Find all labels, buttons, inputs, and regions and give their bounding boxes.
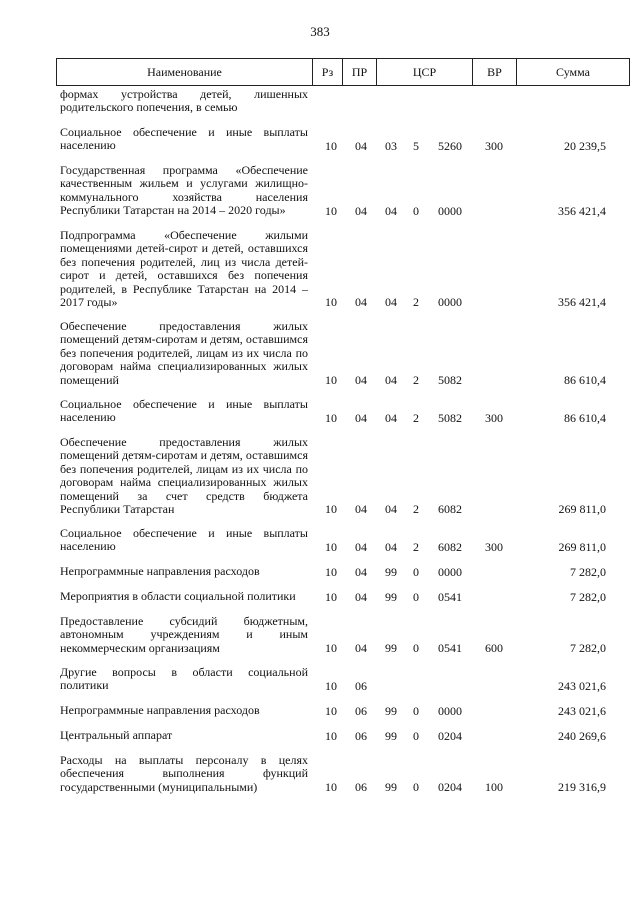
row-vr [478, 704, 510, 718]
row-rz: 10 [325, 295, 337, 309]
row-csr-program: 04 [385, 540, 397, 554]
row-vr: 300 [485, 411, 503, 425]
row-csr-code: 0204 [438, 780, 462, 794]
row-sum: 356 421,4 [558, 204, 606, 218]
row-pr: 06 [355, 729, 367, 743]
row-vr [478, 729, 510, 743]
row-name: Социальное обеспечение и иные выплаты населению [60, 526, 308, 554]
row-name: Предоставление субсидий бюджетным, автономным учреждениям и иным некоммерческим организациям [60, 614, 308, 655]
row-csr-subprogram: 2 [413, 502, 419, 516]
row-pr: 06 [355, 780, 367, 794]
row-csr-program: 04 [385, 411, 397, 425]
row-csr-subprogram: 0 [413, 780, 419, 794]
table-row [0, 320, 640, 387]
row-csr-code: 6082 [438, 540, 462, 554]
row-csr-program: 99 [385, 704, 397, 718]
header-csr: ЦСР [377, 59, 473, 85]
row-pr [350, 101, 372, 115]
row-rz: 10 [325, 373, 337, 387]
row-csr-program: 99 [385, 590, 397, 604]
row-csr-code: 5082 [438, 411, 462, 425]
row-pr: 04 [355, 295, 367, 309]
table-row [0, 754, 640, 794]
row-name: Непрограммные направления расходов [60, 703, 260, 717]
row-sum: 243 021,6 [558, 704, 606, 718]
row-vr [478, 373, 510, 387]
row-sum: 20 239,5 [564, 139, 606, 153]
row-rz: 10 [325, 540, 337, 554]
row-csr-program: 04 [385, 204, 397, 218]
table-row [0, 666, 640, 693]
row-csr-program: 99 [385, 565, 397, 579]
row-pr: 04 [355, 411, 367, 425]
row-vr [478, 101, 510, 115]
row-rz: 10 [325, 502, 337, 516]
row-rz: 10 [325, 590, 337, 604]
row-csr-subprogram: 2 [413, 540, 419, 554]
row-csr-subprogram: 0 [413, 204, 419, 218]
row-rz: 10 [325, 139, 337, 153]
row-csr-code: 5260 [438, 139, 462, 153]
row-vr [478, 295, 510, 309]
table-row [0, 704, 640, 718]
row-name: Непрограммные направления расходов [60, 564, 260, 578]
row-sum: 86 610,4 [564, 373, 606, 387]
row-csr-subprogram [408, 679, 424, 693]
row-name: Социальное обеспечение и иные выплаты населению [60, 397, 308, 425]
table-body [0, 88, 640, 805]
row-vr [478, 679, 510, 693]
row-vr [478, 204, 510, 218]
row-sum: 269 811,0 [558, 540, 606, 554]
row-pr: 04 [355, 373, 367, 387]
header-sum: Сумма [556, 65, 590, 79]
row-pr: 06 [355, 679, 367, 693]
row-csr-program: 03 [385, 139, 397, 153]
row-csr-subprogram: 2 [413, 411, 419, 425]
table-row [0, 229, 640, 309]
row-csr-subprogram: 2 [413, 295, 419, 309]
table-row [0, 527, 640, 554]
row-csr-code: 0000 [438, 704, 462, 718]
row-name: Подпрограмма «Обеспечение жилыми помещениями детей-сирот и детей, оставшихся без попечения родителей, лиц из числа детей-сирот и детей, оставшихся без попечения родителей, в Республике Татарстан на 2014 – 2017 годы» [60, 228, 308, 310]
row-csr-subprogram: 0 [413, 704, 419, 718]
row-rz: 10 [325, 704, 337, 718]
row-csr-code: 0541 [438, 641, 462, 655]
row-sum: 243 021,6 [558, 679, 606, 693]
table-row [0, 88, 640, 115]
row-csr-code: 0541 [438, 590, 462, 604]
row-csr-program: 04 [385, 295, 397, 309]
row-sum: 219 316,9 [558, 780, 606, 794]
row-rz: 10 [325, 411, 337, 425]
table-row [0, 565, 640, 579]
row-csr-program: 99 [385, 729, 397, 743]
row-csr-code: 0000 [438, 565, 462, 579]
row-sum [520, 101, 606, 115]
row-vr: 300 [485, 139, 503, 153]
row-csr-subprogram: 0 [413, 565, 419, 579]
row-sum: 240 269,6 [558, 729, 606, 743]
row-vr: 600 [485, 641, 503, 655]
row-pr: 04 [355, 502, 367, 516]
row-vr [478, 565, 510, 579]
header-vr: ВР [473, 59, 517, 85]
row-sum: 7 282,0 [570, 641, 606, 655]
row-csr-code: 0000 [438, 204, 462, 218]
table-row [0, 436, 640, 516]
row-rz: 10 [325, 780, 337, 794]
table-row [0, 126, 640, 153]
row-csr-code: 5082 [438, 373, 462, 387]
header-name: Наименование [57, 59, 313, 85]
table-header [56, 58, 630, 86]
row-csr-subprogram [408, 101, 424, 115]
row-rz: 10 [325, 729, 337, 743]
table-row [0, 615, 640, 655]
row-csr-subprogram: 2 [413, 373, 419, 387]
row-csr-program: 99 [385, 780, 397, 794]
row-name: Мероприятия в области социальной политики [60, 589, 296, 603]
row-pr: 04 [355, 590, 367, 604]
table-row [0, 164, 640, 218]
row-pr: 06 [355, 704, 367, 718]
row-name: Обеспечение предоставления жилых помещений детям-сиротам и детям, оставшимся без попечения родителей, лицам из их числа по договорам найма специализированных жилых помещений [60, 319, 308, 387]
row-vr [478, 590, 510, 604]
header-rz: Рз [313, 59, 343, 85]
row-csr-code [432, 679, 468, 693]
row-sum: 356 421,4 [558, 295, 606, 309]
row-rz: 10 [325, 204, 337, 218]
table-row [0, 398, 640, 425]
row-csr-program: 99 [385, 641, 397, 655]
row-rz: 10 [325, 565, 337, 579]
row-sum: 7 282,0 [570, 565, 606, 579]
row-rz: 10 [325, 679, 337, 693]
row-sum: 269 811,0 [558, 502, 606, 516]
row-csr-program: 04 [385, 373, 397, 387]
row-csr-program [380, 679, 402, 693]
row-name: Обеспечение предоставления жилых помещений детям-сиротам и детям, оставшимся без попечения родителей, лицам из их числа по договорам найма специализированных жилых помещений за счет средств бюджета Республики Татарстан [60, 435, 308, 517]
header-pr: ПР [343, 59, 377, 85]
row-pr: 04 [355, 139, 367, 153]
row-csr-code: 0204 [438, 729, 462, 743]
row-sum: 86 610,4 [564, 411, 606, 425]
row-pr: 04 [355, 204, 367, 218]
row-sum: 7 282,0 [570, 590, 606, 604]
row-pr: 04 [355, 565, 367, 579]
row-csr-code: 6082 [438, 502, 462, 516]
row-pr: 04 [355, 540, 367, 554]
row-csr-program [380, 101, 402, 115]
table-row [0, 729, 640, 743]
row-csr-subprogram: 0 [413, 729, 419, 743]
page-number: 383 [310, 24, 330, 39]
row-name: Государственная программа «Обеспечение качественным жильем и услугами жилищно-коммунального хозяйства населения Республики Татарстан на 2014 – 2020 годы» [60, 163, 308, 218]
row-rz [320, 101, 342, 115]
row-csr-program: 04 [385, 502, 397, 516]
row-vr: 100 [485, 780, 503, 794]
row-rz: 10 [325, 641, 337, 655]
row-name: Центральный аппарат [60, 728, 173, 742]
row-csr-subprogram: 5 [413, 139, 419, 153]
row-name: Другие вопросы в области социальной политики [60, 665, 308, 693]
table-row [0, 590, 640, 604]
row-vr: 300 [485, 540, 503, 554]
row-pr: 04 [355, 641, 367, 655]
row-csr-subprogram: 0 [413, 641, 419, 655]
row-name: Социальное обеспечение и иные выплаты населению [60, 125, 308, 153]
row-csr-code [432, 101, 468, 115]
row-vr [478, 502, 510, 516]
row-name: Расходы на выплаты персоналу в целях обеспечения выполнения функций государственными (муниципальными) [60, 753, 308, 794]
row-name: формах устройства детей, лишенных родительского попечения, в семью [60, 87, 308, 115]
row-csr-subprogram: 0 [413, 590, 419, 604]
row-csr-code: 0000 [438, 295, 462, 309]
